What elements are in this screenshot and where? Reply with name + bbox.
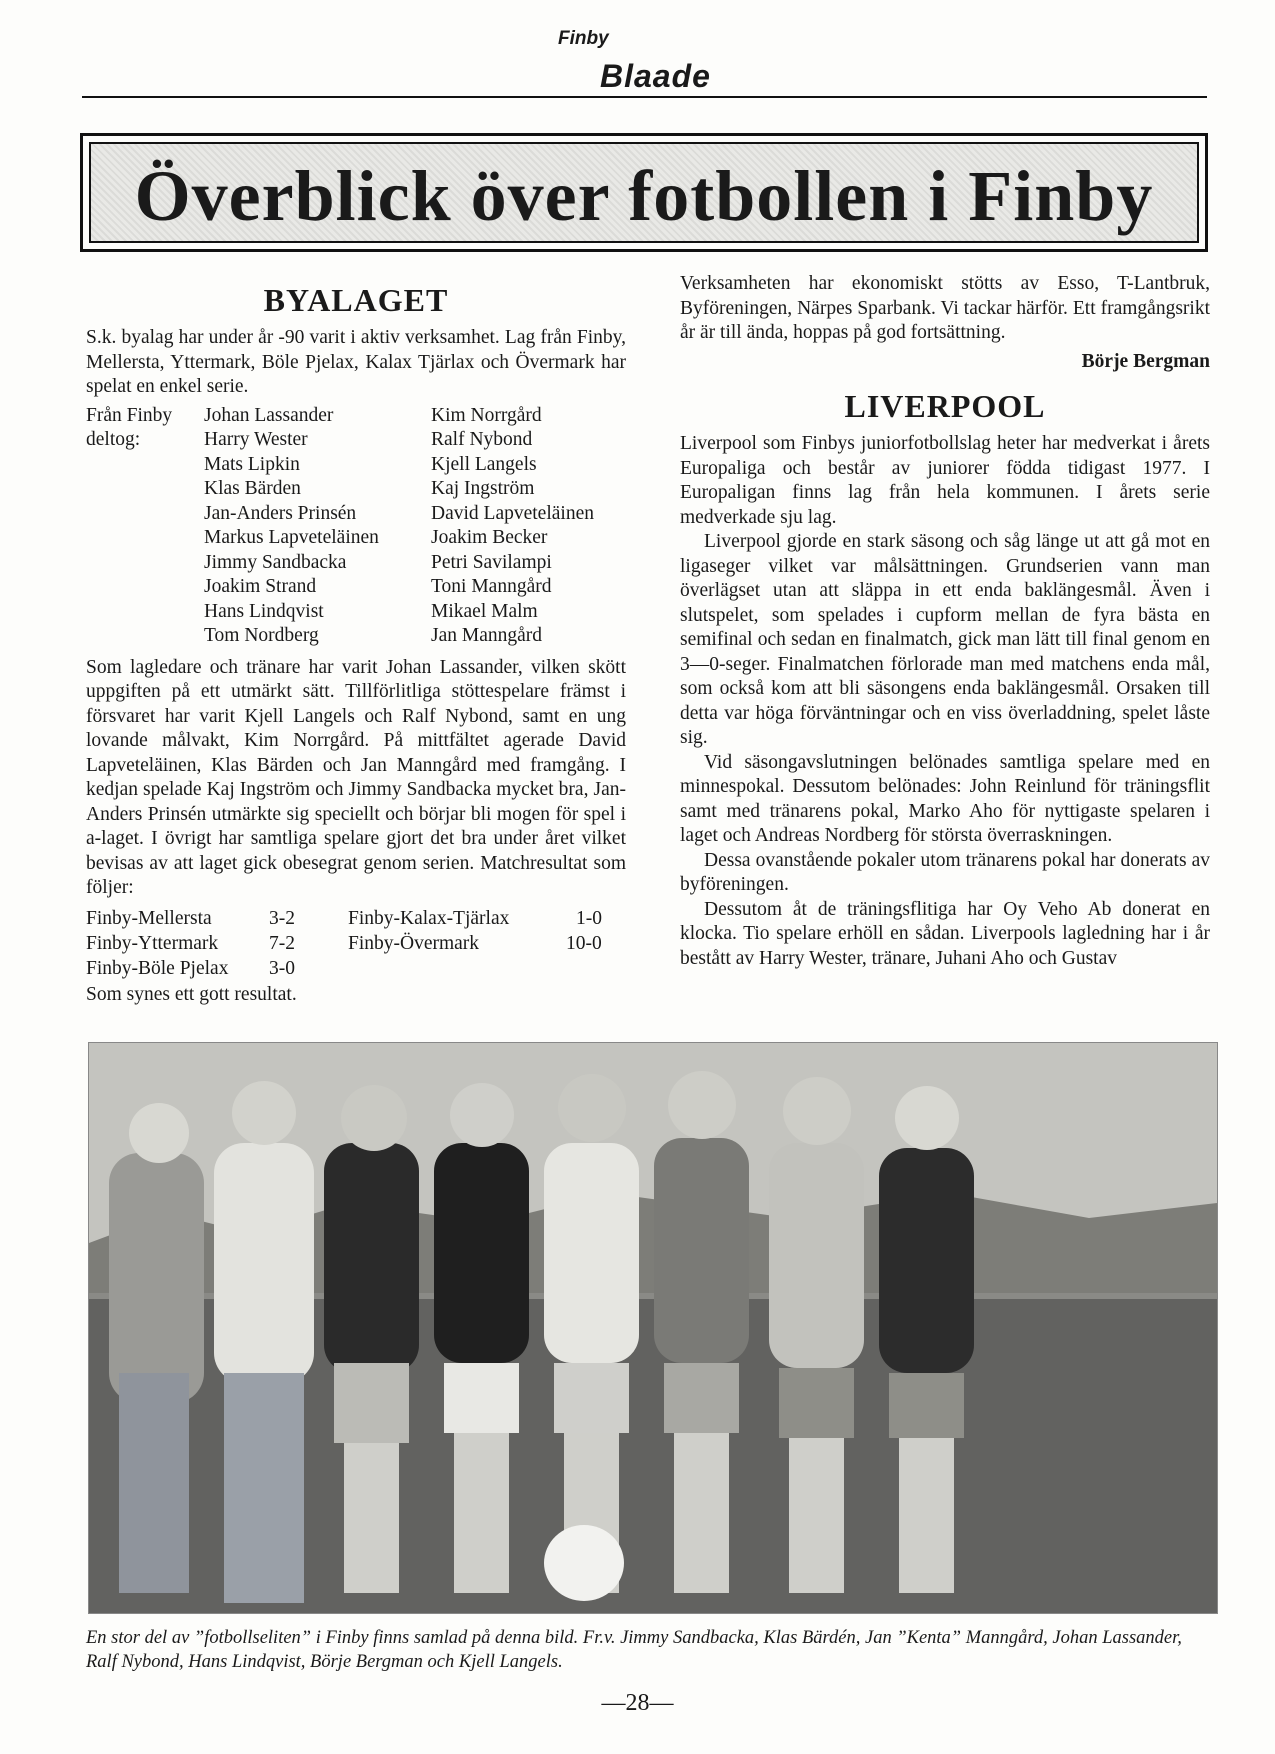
player-name: Toni Manngård: [431, 576, 552, 597]
masthead-finby: Finby: [558, 28, 609, 49]
right-column: [680, 272, 1210, 971]
liverpool-paragraph: Liverpool gjorde en stark säsong och såg länge ut att gå mot en ligaseger vilket var målsättningen. Grundserien vann man överlägset utan att släppa in ett enda baklängesmål. Även i slutspelet, som spelades i cupform mellan de fyra bästa en semifinal och sedan en finalmatch, gick man lätt till final genom en 3—0-seger. Finalmatchen förlorade man med matchens enda mål, som också kom att bli säsongens enda baklängesmål. Orsaken till detta var höga förväntningar och en viss överladdning, spelet låste sig.: [680, 531, 1210, 748]
result-row: [348, 932, 618, 957]
result-score: 10-0: [566, 932, 602, 954]
byalaget-heading: BYALAGET: [263, 282, 449, 318]
result-score: 1-0: [576, 907, 602, 929]
player-name: Johan Lassander: [204, 404, 334, 426]
player-name: Tom Nordberg: [204, 625, 319, 646]
players-column-2: [431, 404, 594, 649]
team-photo-illustration: [89, 1043, 1217, 1613]
player-name: Joakim Strand: [204, 576, 317, 597]
player-name: Ralf Nybond: [431, 429, 533, 450]
player-name: Mats Lipkin: [204, 453, 300, 475]
result-row: [86, 957, 316, 982]
page-number: —28—: [601, 1690, 674, 1716]
team-photo: [88, 1042, 1218, 1614]
result-teams: Finby-Yttermark: [86, 932, 219, 954]
player-name: Kaj Ingström: [431, 478, 535, 499]
photo-caption: En stor del av ”fotbollseliten” i Finby finns samlad på denna bild. Fr.v. Jimmy Sandbacka, Klas Bärdén, Jan ”Kenta” Manngård, Johan Lassander, Ralf Nybond, Hans Lindqvist, Börje Bergman och Kjell Langels.: [86, 1628, 1182, 1672]
result-teams: Finby-Mellersta: [86, 907, 212, 929]
sponsors-text: Verksamheten har ekonomiskt stötts av Esso, T-Lantbruk, Byföreningen, Närpes Sparbank. Vi tackar härför. Ett framgångsrikt år är till ända, hoppas på god fortsättning.: [680, 273, 1210, 343]
player-name: Jan-Anders Prinsén: [204, 502, 357, 524]
byalaget-column: [86, 280, 626, 1007]
player-name: David Lapveteläinen: [431, 502, 594, 524]
liverpool-paragraph: Dessa ovanstående pokaler utom tränarens pokal har donerats av byföreningen.: [680, 849, 1210, 895]
result-teams: Finby-Böle Pjelax: [86, 957, 229, 979]
player-name: Jan Manngård: [431, 625, 543, 646]
result-teams: Finby-Övermark: [348, 932, 480, 954]
result-score: 3-2: [269, 907, 295, 929]
match-results: [86, 907, 626, 983]
liverpool-paragraph: Dessutom åt de träningsflitiga har Oy Veho Ab donerat en klocka. Tio spelare erhöll en sådan. Liverpools lagledning har i år bestått av Harry Wester, tränare, Juhani Aho och Gustav: [680, 898, 1210, 969]
players-column-1: [204, 404, 379, 649]
byalaget-body: Som lagledare och tränare har varit Johan Lassander, vilken skött uppgiften på ett utmärkt sätt. Tillförlitliga stöttespelare främst i försvaret har varit Kjell Langels och Ralf Nybond, samt en ung lovande målvakt, Kim Norrgård. På mittfältet agerade David Lapveteläinen, Klas Bärden och Jan Manngård med framgång. I kedjan spelade Kaj Ingström och Jimmy Sandbacka mycket bra, Jan-Anders Prinsén utmärkte sig speciellt och börjar bli mogen för spel i a-laget. I övrigt har samtliga spelare gjort det bra under året vilket bevisas av att laget gick obesegrat genom serien. Matchresultat som följer:: [86, 656, 626, 898]
player-name: Markus Lapveteläinen: [204, 527, 379, 548]
masthead-blaade: Blaade: [600, 58, 711, 94]
player-name: Mikael Malm: [431, 600, 538, 622]
byalaget-closing: Som synes ett gott resultat.: [86, 983, 297, 1005]
result-score: 7-2: [269, 932, 295, 954]
result-score: 3-0: [269, 957, 295, 979]
author-signature: Börje Bergman: [1081, 350, 1210, 372]
player-name: Klas Bärden: [204, 478, 301, 499]
player-name: Harry Wester: [204, 429, 308, 450]
player-name: Kjell Langels: [431, 453, 537, 475]
title-banner: [80, 133, 1208, 252]
lineup-label: Från Finby deltog:: [86, 404, 173, 450]
player-name: Hans Lindqvist: [204, 600, 324, 622]
page-title: Överblick över fotbollen i Finby: [134, 156, 1154, 236]
result-teams: Finby-Kalax-Tjärlax: [348, 907, 510, 929]
liverpool-paragraph: Vid säsongavslutningen belönades samtliga spelare med en minnespokal. Dessutom belönades: John Reinlund för träningsflit samt med tränarens pokal, Marko Aho för nyttigaste spelaren i laget och Andreas Nordberg för största överraskningen.: [680, 751, 1210, 846]
result-row: [348, 907, 618, 932]
byalaget-intro: S.k. byalag har under år -90 varit i aktiv verksamhet. Lag från Finby, Mellersta, Yttermark, Böle Pjelax, Kalax Tjärlax och Övermark har spelat en enkel serie.: [86, 327, 626, 397]
liverpool-heading: LIVERPOOL: [844, 388, 1046, 424]
liverpool-paragraph: Liverpool som Finbys juniorfotbollslag heter har medverkat i årets Europaliga och består av juniorer födda tidigast 1977. I Europaligan finns lag från hela kommunen. I årets serie medverkade sju lag.: [680, 433, 1210, 528]
result-row: [86, 932, 316, 957]
player-name: Joakim Becker: [431, 527, 548, 548]
player-name: Jimmy Sandbacka: [204, 551, 347, 573]
player-lineup: [86, 404, 626, 656]
masthead-rule: [82, 96, 1207, 98]
result-row: [86, 907, 316, 932]
player-name: Petri Savilampi: [431, 551, 552, 573]
player-name: Kim Norrgård: [431, 404, 542, 426]
